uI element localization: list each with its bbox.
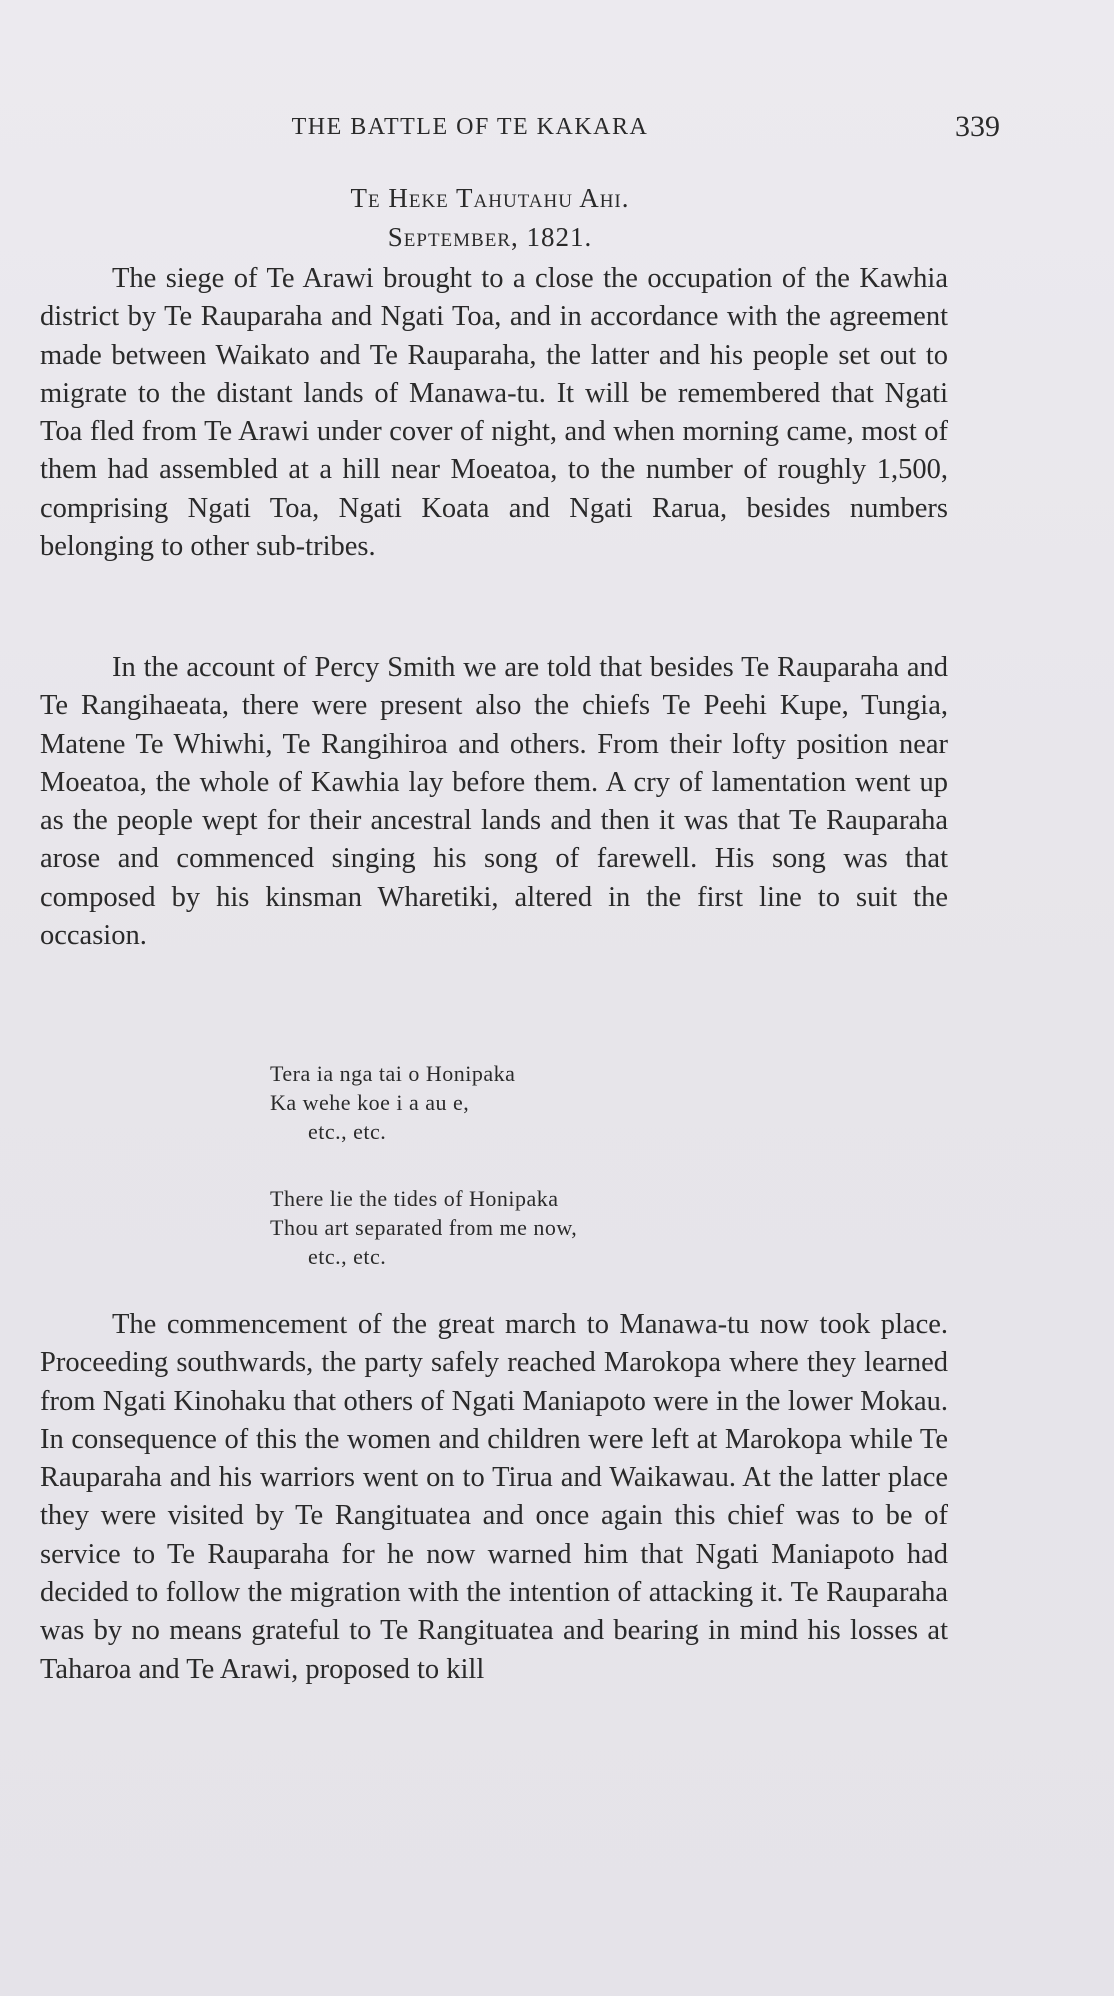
verse-line: Ka wehe koe i a au e,: [270, 1090, 470, 1115]
verse-maori: [270, 1059, 515, 1146]
verse-line: etc., etc.: [308, 1244, 387, 1269]
paragraph-text: The commencement of the great march to Manawa-tu now took place. Proceeding southwards, the party safely reached Marokopa where they learned from Ngati Kinohaku that others of Ngati Maniapoto were in the lower Mokau. In consequence of this the women and children were left at Marokopa while Te Rauparaha and his warriors went on to Tirua and Waikawau. At the latter place they were visited by Te Rangituatea and once again this chief was to be of service to Te Rauparaha for he now warned him that Ngati Maniapoto had decided to follow the migration with the intention of attacking it. Te Rauparaha was by no means grateful to Te Rangituatea and bearing in mind his losses at Taharoa and Te Arawi, proposed to kill: [40, 1309, 948, 1685]
paragraph: [40, 260, 948, 566]
verse-line: Tera ia nga tai o Honipaka: [270, 1061, 516, 1086]
section-date: September, 1821.: [387, 222, 593, 252]
verse-english: [270, 1184, 577, 1271]
paragraph: [40, 1306, 948, 1689]
verse-line: Thou art separated from me now,: [270, 1215, 578, 1240]
paragraph-text: In the account of Percy Smith we are told that besides Te Rauparaha and Te Rangihaeata, there were present also the chiefs Te Peehi Kupe, Tungia, Matene Te Whiwhi, Te Rangihiroa and others. From their lofty position near Moeatoa, the whole of Kawhia lay before them. A cry of lamentation went up as the people wept for their ancestral lands and then it was that Te Rauparaha arose and commenced singing his song of farewell. His song was that composed by his kinsman Wharetiki, altered in the first line to suit the occasion.: [40, 652, 948, 952]
section-title: Te Heke Tahutahu Ahi.: [350, 183, 630, 213]
running-head: [40, 110, 1000, 150]
paragraph: [40, 649, 948, 955]
page-number: 339: [955, 110, 1000, 143]
verse-line: etc., etc.: [308, 1119, 387, 1144]
paragraph-text: The siege of Te Arawi brought to a close the occupation of the Kawhia district by Te Rauparaha and Ngati Toa, and in accordance with the agreement made between Waikato and Te Rauparaha, the latter and his people set out to migrate to the distant lands of Manawa-tu. It will be remembered that Ngati Toa fled from Te Arawi under cover of night, and when morning came, most of them had assembled at a hill near Moeatoa, to the number of roughly 1,500, comprising Ngati Toa, Ngati Koata and Ngati Rarua, besides numbers belonging to other sub-tribes.: [40, 263, 948, 563]
running-title: THE BATTLE OF TE KAKARA: [291, 114, 649, 140]
verse-line: There lie the tides of Honipaka: [270, 1186, 559, 1211]
